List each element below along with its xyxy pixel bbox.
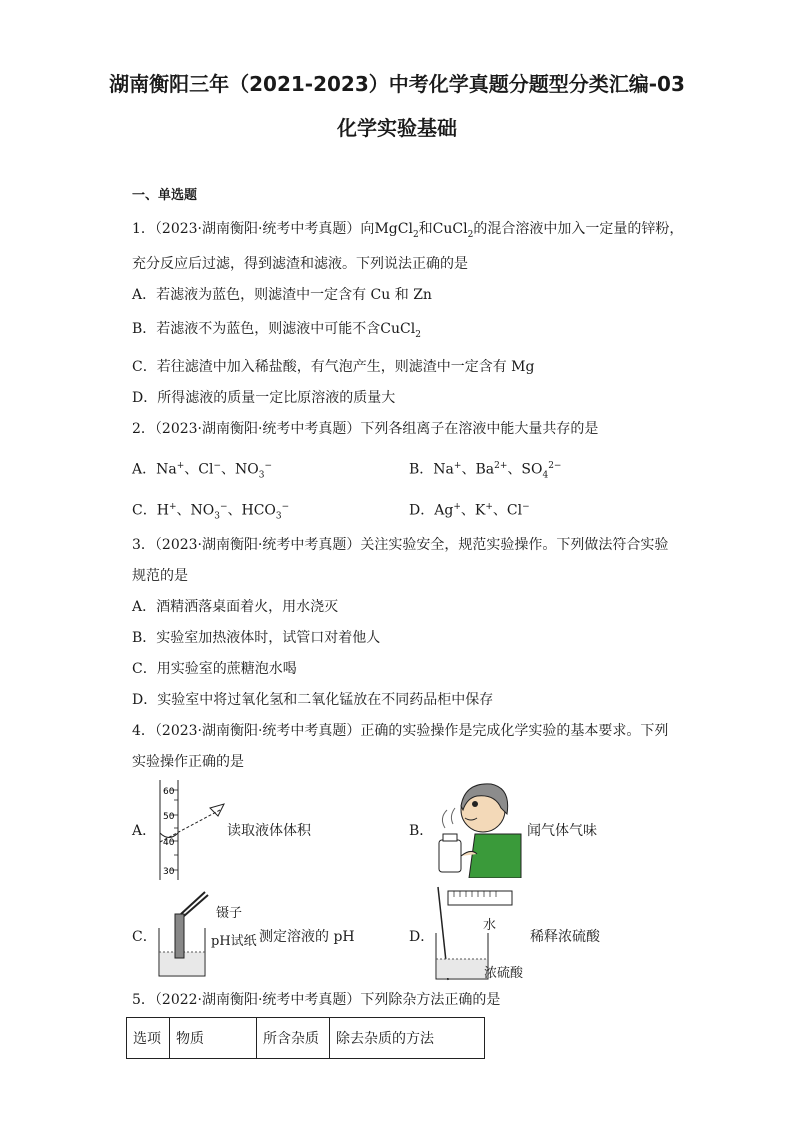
- q4-option-a-letter: A．: [132, 823, 157, 839]
- q4-option-b-caption: 闻气体气味: [527, 823, 597, 839]
- cylinder-tick-30: 30: [163, 867, 175, 877]
- q3-option-a: A．酒精洒落桌面着火，用水浇灭: [132, 599, 339, 615]
- tweezers-label: 镊子: [216, 906, 243, 921]
- q4-option-c-letter: C．: [132, 929, 157, 945]
- q2-option-d: D．Ag+、K+、Cl−: [409, 502, 530, 519]
- q2-option-c: C．H+、$NO_3^-$、$HCO_3^-$: [132, 502, 290, 522]
- table-header-method: 除去杂质的方法: [330, 1018, 485, 1059]
- q3-stem-line1: 3．（2023·湖南衡阳·统考中考真题）关注实验安全，规范实验操作。下列做法符合实验: [132, 537, 669, 553]
- q1-option-a: A．若滤液为蓝色，则滤渣中一定含有 Cu 和 Zn: [132, 287, 432, 303]
- q5-stem: 5．（2022·湖南衡阳·统考中考真题）下列除杂方法正确的是: [132, 992, 501, 1008]
- formula-cucl2: CuCl$_2$: [380, 321, 421, 340]
- cylinder-tick-60: 60: [163, 787, 175, 797]
- q3-stem-line2: 规范的是: [132, 568, 188, 584]
- document-title-line1: 湖南衡阳三年（2021-2023）中考化学真题分题型分类汇编-03: [109, 72, 685, 96]
- ph-test-figure: [155, 888, 210, 980]
- q3-option-d: D．实验室中将过氧化氢和二氧化锰放在不同药品柜中保存: [132, 692, 494, 708]
- q1-stem-line1: 1．（2023·湖南衡阳·统考中考真题）向MgCl$_2$和CuCl$_2$的混合溶液中加入一定量的锌粉，: [132, 221, 684, 240]
- ph-paper-label: pH试纸: [211, 934, 257, 949]
- water-label: 水: [483, 918, 497, 933]
- q1-option-b: B．若滤液不为蓝色，则滤液中可能不含CuCl$_2$: [132, 321, 421, 340]
- q4-option-b-letter: B．: [409, 823, 434, 839]
- q1-option-d: D．所得滤液的质量一定比原溶液的质量大: [132, 390, 396, 406]
- q4-option-d-caption: 稀释浓硫酸: [530, 929, 600, 945]
- cylinder-tick-40: 40: [163, 838, 175, 848]
- conc-acid-label: 浓硫酸: [484, 966, 524, 981]
- table-header-substance: 物质: [170, 1018, 257, 1059]
- document-title-line2: 化学实验基础: [337, 116, 457, 140]
- q2-option-a: A．Na+、Cl−、$NO_3^-$: [132, 461, 273, 481]
- q2-option-b: B．Na+、$Ba^{2+}$、$SO_4^{2-}$: [409, 461, 562, 481]
- cylinder-tick-50: 50: [163, 812, 175, 822]
- q4-option-a-caption: 读取液体体积: [227, 823, 311, 839]
- q3-option-c: C．用实验室的蔗糖泡水喝: [132, 661, 297, 677]
- q5-table: [126, 1017, 485, 1059]
- q4-stem-line2: 实验操作正确的是: [132, 754, 244, 770]
- table-header-impurity: 所含杂质: [257, 1018, 330, 1059]
- smelling-gas-figure: [425, 778, 525, 878]
- eye-icon: [210, 804, 224, 816]
- q4-option-d-letter: D．: [409, 929, 435, 945]
- q3-option-b: B．实验室加热液体时，试管口对着他人: [132, 630, 381, 646]
- q4-option-c-caption: 测定溶液的 pH: [259, 929, 355, 945]
- section-heading: 一、单选题: [132, 188, 198, 203]
- formula-mgcl2: MgCl$_2$: [374, 221, 419, 240]
- q2-stem: 2．（2023·湖南衡阳·统考中考真题）下列各组离子在溶液中能大量共存的是: [132, 421, 599, 437]
- table-header-option: 选项: [127, 1018, 170, 1059]
- table-header-row: [127, 1018, 485, 1059]
- q4-stem-line1: 4．（2023·湖南衡阳·统考中考真题）正确的实验操作是完成化学实验的基本要求。下列: [132, 723, 669, 739]
- formula-cucl2: CuCl$_2$: [432, 221, 474, 240]
- q1-stem-line2: 充分反应后过滤，得到滤渣和滤液。下列说法正确的是: [132, 256, 468, 272]
- q1-option-c: C．若往滤渣中加入稀盐酸，有气泡产生，则滤渣中一定含有 Mg: [132, 359, 535, 375]
